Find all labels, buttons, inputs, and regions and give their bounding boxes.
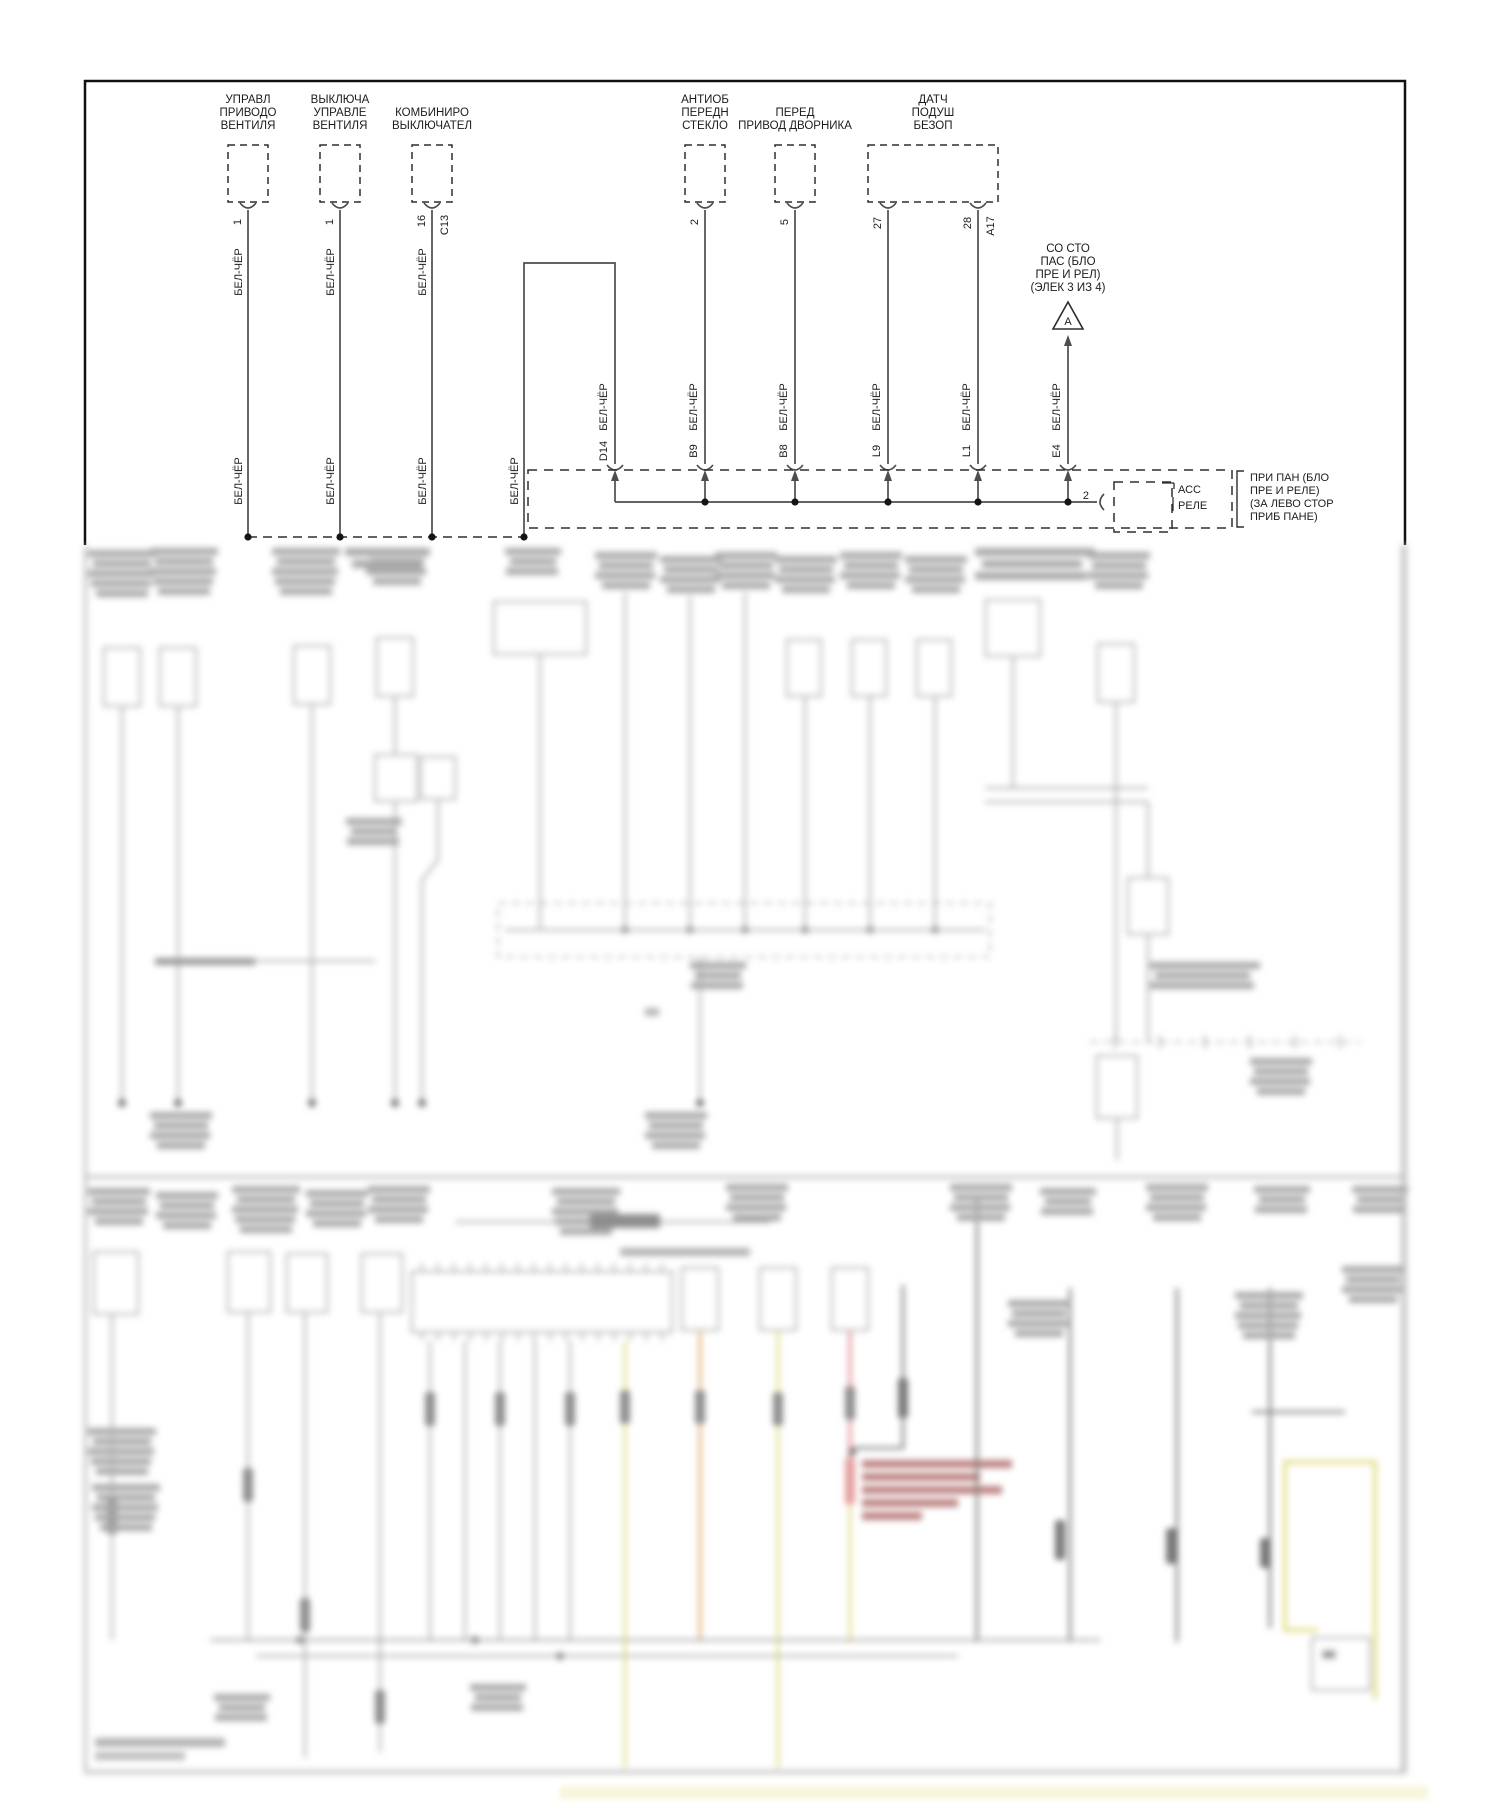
wire-color-label: БЕЛ-ЧЁР (1051, 383, 1063, 431)
wire-color-label: БЕЛ-ЧЁР (417, 457, 429, 505)
bus-pin-id: L1 (961, 444, 973, 458)
marker-note: ПАС (БЛО (1040, 256, 1096, 268)
component-label: ВЫКЛЮЧА (310, 94, 370, 106)
relay-label: АСС (1178, 484, 1201, 496)
location-note-line: ПРИ ПАН (БЛО (1250, 472, 1330, 484)
relay-box (1114, 482, 1172, 532)
component-label: УПРАВЛЕ (313, 107, 367, 119)
arrow-up-icon (701, 470, 709, 502)
wire-color-label: БЕЛ-ЧЁР (961, 383, 973, 431)
connector-cup-icon (424, 203, 440, 208)
component-label: ПЕРЕД (775, 107, 815, 119)
component-airbag-sensor (868, 94, 998, 470)
bus-pin-id: D14 (598, 440, 610, 462)
relay-pin-number: 2 (1082, 490, 1089, 502)
pin-number: 1 (232, 218, 244, 226)
pink-connector (845, 1458, 855, 1504)
blurred-lower-diagram (84, 545, 1428, 1799)
component-label: БЕЗОП (913, 120, 953, 132)
wire-color-label: БЕЛ-ЧЁР (325, 457, 337, 505)
component-box (320, 145, 360, 202)
pin-number: 27 (872, 216, 884, 230)
relay-label: РЕЛЕ (1178, 500, 1208, 512)
bracket-icon (1237, 471, 1244, 527)
bus-pin-id: L9 (871, 444, 883, 458)
connector-cup-icon (697, 203, 713, 208)
marker-note: ПРЕ И РЕЛ) (1035, 269, 1101, 281)
page-frame (85, 81, 1405, 545)
wire-color-label: БЕЛ-ЧЁР (598, 383, 610, 431)
connector-cup-icon (332, 203, 348, 208)
blurred-bottom-section (88, 1184, 1408, 1768)
wire-color-label: БЕЛ-ЧЁР (325, 248, 337, 296)
component-label: ВЕНТИЛЯ (220, 120, 276, 132)
component-fan-control-switch (311, 94, 370, 537)
wire-color-label: БЕЛ-ЧЁР (688, 383, 700, 431)
connector-cup-icon (970, 203, 986, 208)
marker-note: (ЭЛЕК 3 ИЗ 4) (1030, 282, 1106, 294)
arrow-up-icon (884, 470, 892, 502)
connector-cup-icon (880, 203, 896, 208)
marker-letter: A (1064, 316, 1072, 328)
wire-color-label: БЕЛ-ЧЁР (417, 248, 429, 296)
component-box (868, 145, 998, 202)
wire-color-label: БЕЛ-ЧЁР (778, 383, 790, 431)
acc-relay (1083, 482, 1207, 532)
wire-color-label: БЕЛ-ЧЁР (871, 383, 883, 431)
component-label: АНТИОБ (681, 94, 729, 106)
connector-cup-icon (1100, 494, 1104, 510)
component-box (685, 145, 725, 202)
arrow-up-icon (1064, 470, 1072, 502)
bus-pin-id: E4 (1051, 444, 1063, 458)
off-page-marker (1030, 243, 1105, 470)
wire-color-label: БЕЛ-ЧЁР (233, 248, 245, 296)
bus-outline (528, 470, 1232, 528)
bus-pin-id: B8 (778, 444, 790, 458)
component-combination-switch (392, 107, 472, 537)
location-note-line: (ЗА ЛЕВО СТОР (1250, 498, 1334, 510)
component-label: СТЕКЛО (682, 120, 728, 132)
component-label: ПРИВОДО (219, 107, 277, 119)
component-label: ПОДУШ (911, 107, 955, 119)
pin-number: 2 (689, 218, 701, 226)
component-label: ДАТЧ (918, 94, 948, 106)
location-note-line: ПРЕ И РЕЛЕ) (1250, 485, 1320, 497)
wire-color-label: БЕЛ-ЧЁР (509, 457, 521, 505)
component-box (412, 145, 452, 202)
yellow-smear (560, 1786, 1428, 1799)
blurred-middle-section (88, 548, 1360, 1160)
pin-number: 5 (779, 218, 791, 226)
component-box (775, 145, 815, 202)
connector-cup-icon (240, 203, 256, 208)
arrow-up-icon (1064, 335, 1072, 346)
location-note-line: ПРИБ ПАНЕ) (1250, 511, 1318, 523)
component-label: УПРАВЛ (225, 94, 271, 106)
connector-id: C13 (439, 214, 451, 236)
connector-id: A17 (985, 216, 997, 236)
pin-number: 28 (962, 216, 974, 230)
component-front-wiper-motor (738, 107, 852, 470)
component-fan-drive-control (220, 94, 277, 537)
bus-pin-id: B9 (688, 444, 700, 458)
component-label: КОМБИНИРО (395, 107, 469, 119)
sharp-section (85, 81, 1405, 545)
bus-location-note (1237, 471, 1334, 527)
marker-note: СО СТО (1046, 243, 1090, 255)
arrow-up-icon (791, 470, 799, 502)
junction-block-bus (528, 441, 1334, 532)
pin-number: 1 (324, 218, 336, 226)
ground-splice (244, 533, 527, 540)
wire-color-label: БЕЛ-ЧЁР (233, 457, 245, 505)
component-label: ВЫКЛЮЧАТЕЛ (391, 120, 473, 132)
arrow-up-icon (611, 470, 619, 502)
component-label: ПРИВОД ДВОРНИКА (738, 120, 852, 132)
arrow-up-icon (974, 470, 982, 502)
wire-color-labels (233, 248, 1063, 504)
component-label: ПЕРЕДН (681, 107, 729, 119)
component-label: ВЕНТИЛЯ (312, 120, 368, 132)
component-box (228, 145, 268, 202)
connector-cup-icon (787, 203, 803, 208)
pin-number: 16 (416, 214, 428, 228)
